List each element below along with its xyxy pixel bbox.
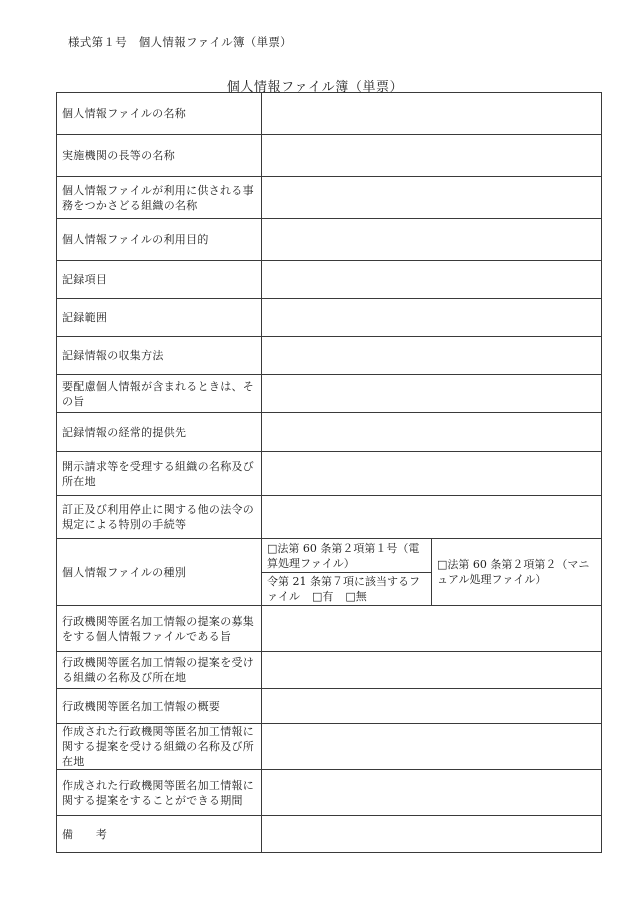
row-label-created-proposal-office: 作成された行政機関等匿名加工情報に関する提案を受ける組織の名称及び所在地 — [57, 724, 262, 770]
table-row — [57, 413, 602, 452]
row-value-purpose[interactable] — [262, 219, 602, 261]
row-label-record-items: 記録項目 — [57, 261, 262, 299]
file-register-table — [56, 92, 602, 853]
row-label-remarks: 備 考 — [57, 816, 262, 853]
form-title: 個人情報ファイル簿（単票） — [226, 80, 404, 95]
row-value-record-items[interactable] — [262, 261, 602, 299]
table-row — [57, 299, 602, 337]
option-no-checkbox[interactable]: □無 — [345, 590, 367, 603]
row-value-created-proposal-office[interactable] — [262, 724, 602, 770]
row-value-regular-recipients[interactable] — [262, 413, 602, 452]
row-label-regular-recipients: 記録情報の経常的提供先 — [57, 413, 262, 452]
row-value-disclosure-office[interactable] — [262, 452, 602, 496]
row-label-organization: 個人情報ファイルが利用に供される事務をつかさどる組織の名称 — [57, 177, 262, 219]
table-row — [57, 770, 602, 816]
table-row — [57, 93, 602, 135]
table-row — [57, 689, 602, 724]
row-value-organization[interactable] — [262, 177, 602, 219]
table-row — [57, 652, 602, 689]
table-row — [57, 452, 602, 496]
row-label-head-name: 実施機関の長等の名称 — [57, 135, 262, 177]
cabinet-order-cell — [262, 573, 432, 606]
row-value-collection-method[interactable] — [262, 337, 602, 375]
row-value-record-scope[interactable] — [262, 299, 602, 337]
row-label-proposal-office: 行政機関等匿名加工情報の提案を受ける組織の名称及び所在地 — [57, 652, 262, 689]
row-value-sensitive-info[interactable] — [262, 375, 602, 413]
row-label-proposal-solicitation: 行政機関等匿名加工情報の提案の募集をする個人情報ファイルである旨 — [57, 606, 262, 652]
table-row — [57, 816, 602, 853]
table-row — [57, 496, 602, 539]
row-value-anonymized-summary[interactable] — [262, 689, 602, 724]
table-row — [57, 375, 602, 413]
row-label-sensitive-info: 要配慮個人情報が含まれるときは、その旨 — [57, 375, 262, 413]
row-label-anonymized-summary: 行政機関等匿名加工情報の概要 — [57, 689, 262, 724]
row-label-collection-method: 記録情報の収集方法 — [57, 337, 262, 375]
row-label-file-name: 個人情報ファイルの名称 — [57, 93, 262, 135]
table-row — [57, 724, 602, 770]
table-row — [57, 177, 602, 219]
row-label-disclosure-office: 開示請求等を受理する組織の名称及び所在地 — [57, 452, 262, 496]
table-row — [57, 219, 602, 261]
row-value-proposal-office[interactable] — [262, 652, 602, 689]
row-label-record-scope: 記録範囲 — [57, 299, 262, 337]
cabinet-order-text: 令第 21 条第７項に該当するファイル — [267, 575, 420, 603]
table-row — [57, 606, 602, 652]
row-label-special-procedures: 訂正及び利用停止に関する他の法令の規定による特別の手続等 — [57, 496, 262, 539]
table-row — [57, 261, 602, 299]
row-value-head-name[interactable] — [262, 135, 602, 177]
option-yes-checkbox[interactable]: □有 — [312, 590, 334, 603]
row-value-file-name[interactable] — [262, 93, 602, 135]
table-row — [57, 337, 602, 375]
row-label-proposal-period: 作成された行政機関等匿名加工情報に関する提案をすることができる期間 — [57, 770, 262, 816]
row-label-file-type: 個人情報ファイルの種別 — [57, 539, 262, 606]
file-type-electronic-option[interactable]: □法第 60 条第２項第１号（電算処理ファイル） — [262, 539, 432, 573]
form-number-header: 様式第１号 個人情報ファイル簿（単票） — [68, 35, 292, 49]
row-value-special-procedures[interactable] — [262, 496, 602, 539]
row-value-remarks[interactable] — [262, 816, 602, 853]
table-row — [57, 135, 602, 177]
row-value-proposal-solicitation[interactable] — [262, 606, 602, 652]
row-value-proposal-period[interactable] — [262, 770, 602, 816]
table-row — [57, 539, 602, 573]
row-label-purpose: 個人情報ファイルの利用目的 — [57, 219, 262, 261]
file-type-manual-option[interactable]: □法第 60 条第２項第２（マニュアル処理ファイル） — [432, 539, 602, 606]
